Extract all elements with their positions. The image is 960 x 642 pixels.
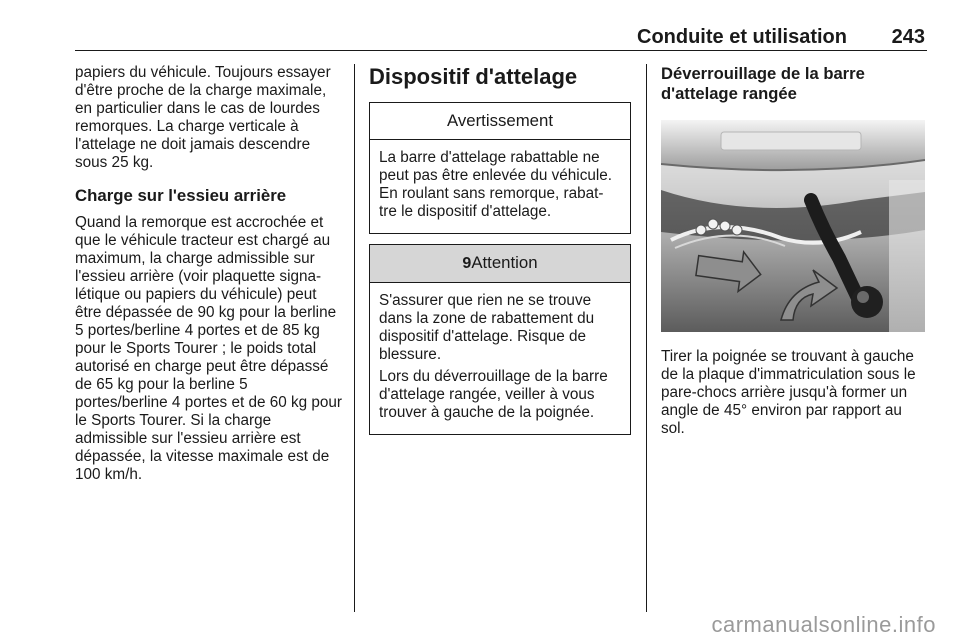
column-divider-1 — [354, 64, 355, 612]
warning-box-title: Avertissement — [370, 103, 630, 140]
watermark: carmanualsonline.info — [711, 612, 936, 637]
attention-text-1: S'assurer que rien ne se trouve dans la zone de rabattement du dispositif d'attelage. Risque de blessure. — [379, 292, 595, 363]
rear-axle-paragraph: Quand la remorque est accrochée et que le véhicule tracteur est chargé au maximum, la charge admissible sur l'essieu arrière (voir plaquette signa-létique ou papiers du véhicule) peut être dépassée de 90 kg pour la berline 5 portes/berline 4 portes et de 85 kg pour le Sports Tourer ; le poids total autorisé en charge peut être dépassé de 65 kg pour la berline 5 portes/berline 4 portes et de 60 kg pour le Sports Tourer. Si la charge admissible sur l'essieu arrière est dépassée, la vitesse maximale est de 100 km/h. — [75, 214, 343, 483]
warning-triangle-icon: 9 — [462, 255, 472, 272]
warning-box — [369, 102, 631, 234]
unlock-heading: Déverrouillage de la barre d'attelage rangée — [661, 64, 865, 103]
warning-box-text: La barre d'attelage rabattable ne peut pas être enlevée du véhicule. En roulant sans remorque, rabat-tre le dispositif d'attelage. — [379, 149, 613, 220]
column-divider-2 — [646, 64, 647, 612]
attention-text-2: Lors du déverrouillage de la barre d'attelage rangée, veiller à vous trouver à gauche de la poignée. — [379, 368, 608, 421]
attention-box-header — [370, 245, 630, 283]
column-middle — [369, 64, 631, 435]
unlock-paragraph: Tirer la poignée se trouvant à gauche de la plaque d'immatriculation sous le pare-chocs arrière jusqu'à former un angle de 45° environ par rapport au sol. — [661, 348, 916, 437]
page-header — [75, 26, 927, 51]
column-left — [75, 64, 343, 484]
attention-box-title: Attention — [471, 253, 538, 272]
rear-axle-heading: Charge sur l'essieu arrière — [75, 186, 287, 205]
towbar-handle-illustration — [661, 120, 925, 332]
column-right — [661, 64, 927, 438]
intro-paragraph: papiers du véhicule. Toujours essayer d'être proche de la charge maximale, en particulier dans le cas de lourdes remorques. La charge verticale à l'attelage ne doit jamais descendre sous 25 kg. — [75, 64, 331, 171]
section-heading: Dispositif d'attelage — [369, 64, 578, 89]
attention-box — [369, 244, 631, 435]
chapter-title: Conduite et utilisation — [637, 26, 847, 48]
page-number: 243 — [891, 26, 925, 48]
